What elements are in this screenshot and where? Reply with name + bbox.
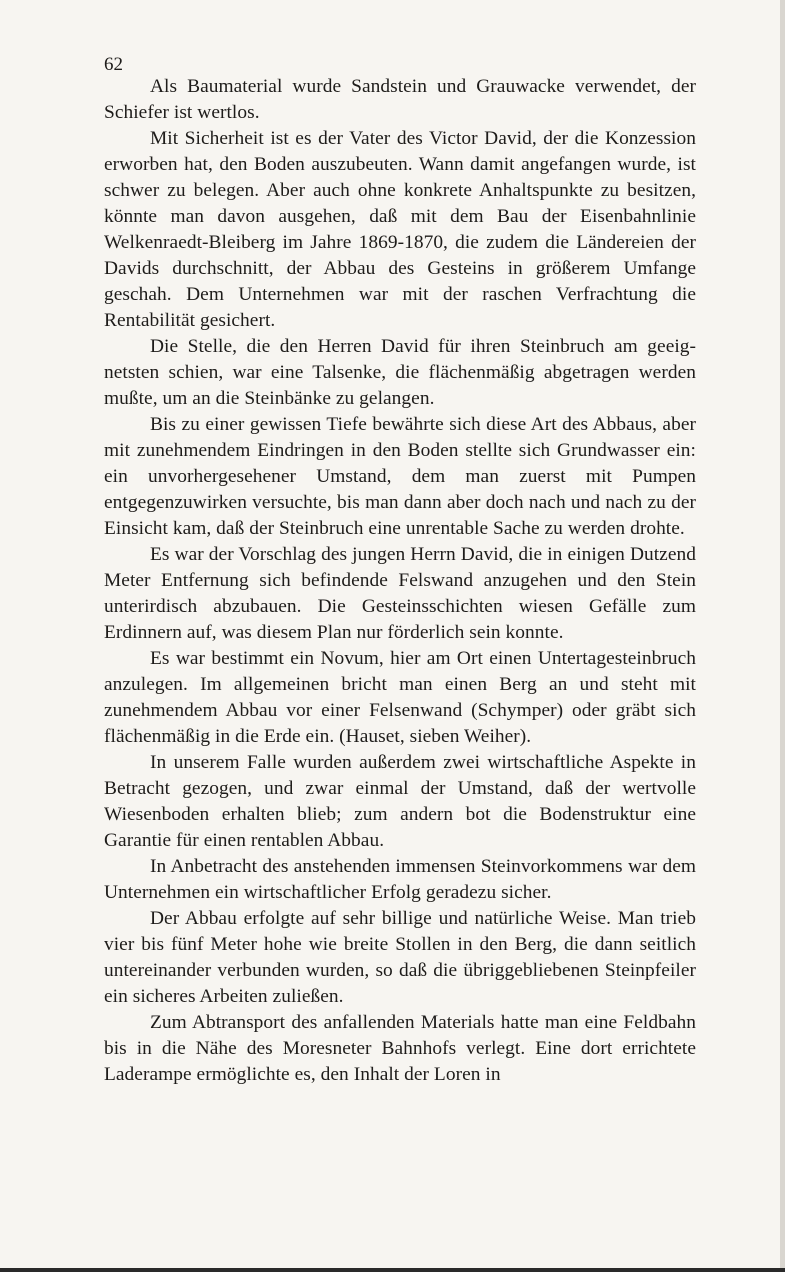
paragraph: Mit Sicherheit ist es der Vater des Victor David, der die Konzession erworben hat, den Boden auszubeuten. Wann damit angefangen wurde, ist schwer zu belegen. Aber auch ohne konkrete Anhaltspunkte zu besitzen, könnte man davon ausgehen, daß mit dem Bau der Eisenbahnlinie Welkenraedt-Bleiberg im Jahre 1869-1870, die zudem die Ländereien der Davids durchschnitt, der Abbau des Gesteins in größerem Umfange geschah. Dem Unternehmen war mit der raschen Verfrachtung die Rentabilität gesichert. <box>104 128 696 331</box>
paragraph: Es war bestimmt ein Novum, hier am Ort einen Untertagesteinbruch anzulegen. Im allgemeinen bricht man einen Berg an und steht mit zunehmendem Abbau vor einer Felsenwand (Schymper) oder gräbt sich flächenmäßig in die Erde ein. (Hauset, sieben Weiher). <box>104 648 696 747</box>
body-text <box>104 74 696 1088</box>
page-number: 62 <box>104 54 123 75</box>
paragraph: In unserem Falle wurden außerdem zwei wirtschaftliche Aspekte in Betracht gezogen, und zwar einmal der Umstand, daß der wertvolle Wiesenboden erhalten blieb; zum andern bot die Bodenstruktur eine Garantie für einen rentablen Abbau. <box>104 752 696 851</box>
paragraph: Bis zu einer gewissen Tiefe bewährte sich diese Art des Abbaus, aber mit zunehmendem Eindringen in den Boden stellte sich Grundwasser ein: ein unvorhergesehener Umstand, dem man zuerst mit Pumpen entgegenzuwirken versuchte, bis man dann aber doch nach und nach zu der Einsicht kam, daß der Steinbruch eine unrentable Sache zu werden drohte. <box>104 414 696 539</box>
scan-right-edge <box>780 0 785 1272</box>
paragraph: Zum Abtransport des anfallenden Materials hatte man eine Feldbahn bis in die Nähe des Moresneter Bahnhofs verlegt. Eine dort errichtete Laderampe ermöglichte es, den Inhalt der Loren in <box>104 1012 696 1085</box>
book-page <box>104 54 696 1088</box>
paragraph: Der Abbau erfolgte auf sehr billige und natürliche Weise. Man trieb vier bis fünf Meter hohe wie breite Stollen in den Berg, die dann seitlich untereinander verbunden wurden, so daß die übriggebliebenen Steinpfeiler ein sicheres Arbeiten zuließen. <box>104 908 696 1007</box>
scan-bottom-edge <box>0 1268 785 1272</box>
paragraph: In Anbetracht des anstehenden immensen Steinvorkommens war dem Unternehmen ein wirtschaftlicher Erfolg geradezu sicher. <box>104 856 696 903</box>
paragraph: Als Baumaterial wurde Sandstein und Grauwacke verwendet, der Schiefer ist wertlos. <box>104 76 696 123</box>
paragraph: Es war der Vorschlag des jungen Herrn David, die in einigen Dutzend Meter Entfernung sich befindende Felswand anzugehen und den Stein unterirdisch abzubauen. Die Gesteinsschichten wiesen Gefälle zum Erdinnern auf, was diesem Plan nur förderlich sein konnte. <box>104 544 696 643</box>
paragraph: Die Stelle, die den Herren David für ihren Steinbruch am geeignetsten schien, war eine Talsenke, die flächenmäßig abgetragen werden mußte, um an die Steinbänke zu gelangen. <box>104 336 696 409</box>
